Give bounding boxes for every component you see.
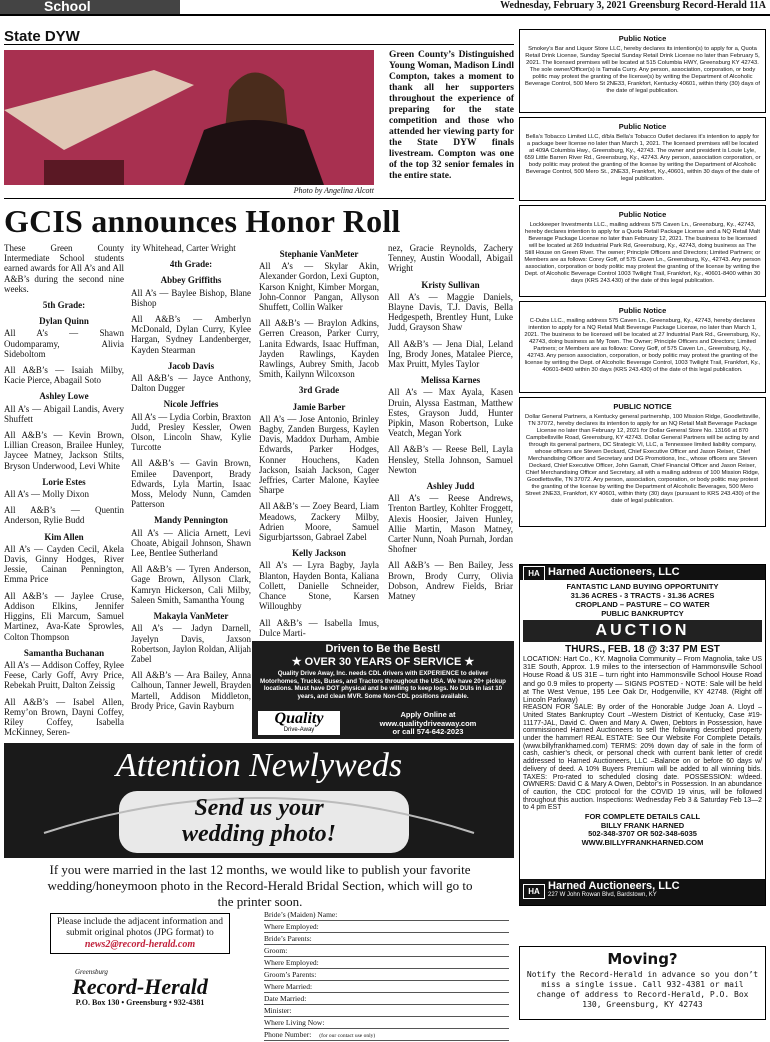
bridal-instructions-box [50, 913, 230, 954]
honor-roll-entry: These Green County Intermediate School students earned awards for All A’s and All A&B’s during the second nine weeks. [4, 243, 124, 294]
form-field[interactable] [264, 994, 509, 1005]
honor-roll-entry: All A&B’s — Isabel Allen, Remy’on Brown, Dayni Coffey, Riley Coffey, Isabella McKinney, Seren- [4, 696, 124, 738]
form-field-label: Where Employed: [264, 922, 319, 931]
public-notices [519, 29, 766, 531]
bridal-form [264, 910, 509, 1042]
honor-roll-entry: All A&B’s — Isaiah Milby, Kacie Pierce, Abagail Soto [4, 365, 124, 386]
harned-logo: HA [523, 566, 545, 581]
honor-roll-entry: All A’s — Cayden Cecil, Akela Davis, Ginny Hodges, River Jessie, Cainan Pennington, Emma Price [4, 543, 124, 585]
form-field[interactable] [264, 970, 509, 981]
auction-details: REASON FOR SALE: By order of the Honorable Judge Joan A. Lloyd – United States Bankruptcy Court –Western District of Kentucky, Case #19-11177-JAL, David C. Owen and Mary A. Owen, Debtors in Possession, have commissioned Harned Auctioneers to sell the following described property under the hammer! REAL ESTATE: See Our Website For Complete Details. (www.billyfrankharned.com) TERMS: 20% down day of sale in the form of cash, cashier’s check, or personal check with current bank letter of credit addressed to Harned Auctioneers, LLC –Balance on or before 60 days w/ delivery of deed. A 10% Buyers Premium will be added to all winning bids. TAXES: Pro-rated to scheduled closing date. POSSESSION: w/deed. OWNERS: David C & Mary A Owen, Debtor’s in Possession. In an abundance of caution, the CDC protocol for the COVID 19 virus, will be followed throughout this auction. Inspections: Wednesday Feb 3 & Saturday Feb 13—2 to 4 pm EST [523, 704, 762, 812]
headline-1: FANTASTIC LAND BUYING OPPORTUNITY [566, 582, 719, 591]
honor-roll-entry: All A’s — Reese Andrews, Trenton Bartley, Kohlter Froggett, Alexis Hoosier, Jaiven Hunley, Allie Martin, Mason Matney, Carter Nunn, Noah Purnah, Jordan Shofner [388, 493, 513, 555]
moving-title: Moving? [607, 950, 678, 968]
form-field[interactable] [264, 958, 509, 969]
honor-roll-heading: Dylan Quinn [39, 316, 89, 327]
ad-website-link[interactable]: www.qualitydriveaway.com [379, 718, 477, 728]
honor-roll-entry: All A’s — Baylee Bishop, Blane Bishop [131, 287, 251, 308]
honor-roll-entry: All A’s — Molly Dixon [4, 489, 90, 500]
harned-name: Harned Auctioneers, LLC [548, 566, 680, 578]
notice-body: Smokey’s Bar and Liquor Store LLC, hereby declares its intention(s) to apply for a, Quota Retail Drink License, Sunday Special Sunday Retail Drink License no later than February 5, 2021. The licensed premises will be located at 515 Columbia HWY, Greensburg KY 42743. The sole owner/Officer(s) is Tamala Curry. Any person, association, corporation, or body politic may protest the granting of the license(s) by writing the Department of Alcoholic Beverage Control, 500 Mero St 2NE33, Frankfort, Kentucky 40601, within thirty (30) days of the date of legal publication. [525, 46, 760, 94]
logo-name: Record-Herald [72, 974, 208, 999]
notice-title: Public Notice [618, 34, 667, 43]
honor-roll-heading: 4th Grade: [169, 259, 213, 270]
honor-roll-entry: All A&B’s — Tyren Anderson, Gage Brown, Allyson Clark, Kamryn Hickerson, Cali Milby, Saleen Smith, Samantha Young [131, 564, 251, 605]
bridal-body: If you were married in the last 12 months, we would like to publish your favorite wedding/honeymoon photo in the Record-Herald Bridal Section, which will go to the printer soon. [47, 862, 473, 909]
honor-roll-heading: Melissa Karnes [420, 375, 481, 386]
public-notice [519, 29, 766, 113]
honor-roll-heading: Samantha Buchanan [23, 647, 105, 658]
honor-roll-entry: All A’s — Max Ayala, Kasen Druin, Alyssa Eastman, Matthew Estes, Grayson Judd, Hunter Pipkin, Mason Robertson, Luke Veatch, Megan York [388, 387, 513, 439]
notice-body: Bella’s Tobacco Limited LLC, d/b/a Bella’s Tobacco Outlet declares it’s intention to apply for a package beer license no later than March 1, 2021. The licensed premises will be located at 409A Columbia Hwy., Greensburg, Ky., 42743. The owner and president is Louie Lyle, 659 Little Barren River Rd., Greensburg, Ky., 42743. Any person, association corporation, or body politic may protest the granting of the license by writing the Department of Alcoholic Beverage Control, 500 Mero St., 2NE33, Frankfort, Ky.,40601, within 30 days of the date of legal publication. [524, 134, 761, 182]
harned-footer-logo: HA [523, 884, 545, 899]
form-field-label: Where Living Now: [264, 1018, 325, 1027]
dateline: Wednesday, February 3, 2021 Greensburg Record-Herald 11A [500, 0, 766, 11]
auction-banner: AUCTION [523, 620, 762, 642]
honor-roll-entry: nez, Gracie Reynolds, Zachery Tenney, Austin Woodall, Abigail Wright [388, 243, 513, 274]
page-header [0, 0, 770, 16]
bridal-banner [4, 743, 514, 858]
honor-roll-heading: 5th Grade: [42, 300, 86, 311]
harned-footer [520, 879, 765, 905]
notice-body: Lockkeeper Investments LLC., mailing address 575 Caven Ln., Greensburg, Ky., 42743, hereby declares intention to apply for a Quota Retail Package License and a NQ Retail Malt Beverage Package License no later than February 12, 2021. The business to be licensed will be located at 269 Industrial Park Rd, Greensburg, Ky., 42743, doing business as The Still House on Green River. The owner; Principle Officers and Directors; Limited Partners; or Members are as follows: Corey Goff, of 575 Caven Ln., Greensburg, Ky., 42743. Any person association, corporation or body politic may protest the granting of the license by writing the Dept. of Alcoholic Beverage Control 1003 Twilight Trail, Frankfort, Ky., 40601-8400 within 30 days (KRS 243.430) of the date of this legal publication. [524, 222, 761, 284]
form-field[interactable] [264, 922, 509, 933]
notice-title: PUBLIC NOTICE [613, 402, 672, 411]
contact-website[interactable]: WWW.BILLYFRANKHARNED.COM [581, 837, 704, 847]
form-field[interactable] [264, 946, 509, 957]
contact-phone: 502-348-3707 OR 502-348-6035 [588, 829, 697, 839]
form-field-label: Minister: [264, 1006, 292, 1015]
auction-contact [520, 813, 765, 847]
logo-subtext: Drive-Away [283, 727, 315, 733]
honor-roll-entry: All A’s — Jose Antonio, Brinley Bagby, Zanden Burgess, Kaylen Davis, Maddox Durham, Ambie Edwards, Parker Hodges, Konner Houchens, Kaden Jackson, Isaiah Jackson, Cager Jeffries, Carter Malone, Kaylee Sharpe [259, 413, 379, 496]
honor-roll-column-4 [388, 243, 513, 607]
headline-2: 31.36 ACRES - 3 TRACTS - 31.36 ACRES [570, 591, 715, 600]
harned-auction-ad [519, 564, 766, 906]
paper-address: P.O. Box 130 • Greensburg • 932-4381 [75, 998, 205, 1007]
email-link[interactable]: news2@record-herald.com [84, 939, 196, 950]
ad-phone: or call 574-642-2023 [392, 727, 464, 736]
honor-roll-entry: All A&B’s — Gavin Brown, Emilee Davenport, Brady Edwards, Lyla Martin, Isaac Moss, Melody Nunn, Camden Patterson [131, 458, 251, 510]
moving-notice [519, 946, 766, 1020]
quality-logo [258, 711, 340, 735]
honor-roll-entry: All A&B’s — Amberlyn McDonald, Dylan Curry, Kylee Hargan, Sydney Landenberger, Kayden Stearman [131, 314, 251, 355]
notice-title: Public Notice [618, 122, 667, 131]
phone-note: (for our contact use only) [319, 1033, 376, 1039]
honor-roll-heading: Kelly Jackson [292, 548, 346, 559]
bridal-subtitle-2: wedding photo! [181, 821, 337, 847]
honor-roll-entry: All A’s — Skylar Akin, Alexander Gordon, Lexi Gupton, Karson Knight, Kimber Morgan, John-Connor Pangan, Allyson Shuffett, Collin Walker [259, 261, 379, 313]
form-field-label: Date Married: [264, 994, 307, 1003]
public-notice [519, 205, 766, 297]
logo-text: Quality [274, 710, 324, 727]
honor-roll-entry: All A&B’s — Ben Bailey, Jess Brown, Brody Curry, Olivia Dobson, Andrew Fields, Briar Matney [388, 560, 513, 602]
public-notice [519, 397, 766, 527]
moving-body: Notify the Record-Herald in advance so you don’t miss a single issue. Call 932-4381 or mail change of address to Record-Herald, P.O. Box 130, Greensburg, KY 42743 [526, 970, 759, 1009]
form-field[interactable] [264, 1006, 509, 1017]
footer-name: Harned Auctioneers, LLC [548, 880, 680, 892]
honor-roll-entry: All A’s — Lydia Corbin, Braxton Judd, Presley Kessler, Owen Olson, Lincoln Shaw, Kylie Turcotte [131, 411, 251, 453]
form-field-label: Where Married: [264, 982, 313, 991]
form-field-label: Phone Number: [264, 1030, 312, 1039]
contact-2: BILLY FRANK HARNED [600, 820, 685, 830]
notice-title: Public Notice [618, 306, 667, 315]
honor-roll-heading: Makayla VanMeter [153, 611, 229, 622]
notice-title: Public Notice [618, 210, 667, 219]
honor-roll-heading: Ashley Judd [426, 481, 475, 492]
honor-roll-entry: ity Whitehead, Carter Wright [131, 243, 236, 253]
ad-headline: Driven to Be the Best! [325, 643, 441, 655]
form-field-label: Where Employed: [264, 958, 319, 967]
notice-body: Dollar General Partners, a Kentucky general partnership, 100 Mission Ridge, Goodlettsville, TN 37072, hereby declares its intention to apply for an NQ Retail Malt Beverage Package License no later than February 12, 2021 for Dollar General Store No. 13166 at 870 Campbellsville Road, Greensburg, KY 42743. Dollar General Partners will be acting by and through its general partners, DC Strategic VI, LLC, a Tennessee limited liability company, whose officers are Steven Deckard, Chief Executive Officer and Jason Reiser, Chief Merchandising Officer and Secretary and DG Promotions, Inc., whose officers are Steven Deckard, Chief Executive Officer, John Garratt, Chief Financial Officer and Jason Reiser, Chief Merchandising Officer and Secretary, all with a mailing address of 100 Mission Ridge, Goodlettsville, TN 37072. Any person, association, corporation, or body politic may protest the granting of the license by writing the Department of Alcoholic Beverages, 500 Mero Street 2NE33, Frankfort, KY 40601, within thirty (30) days (pursuant to KRS 243.430) of the date of legal publication. [525, 414, 760, 504]
form-field-label: Groom: [264, 946, 288, 955]
ad-subheadline: ★ OVER 30 YEARS OF SERVICE ★ [291, 656, 475, 668]
form-field-label: Bride’s Parents: [264, 934, 312, 943]
dyw-photo [4, 50, 374, 185]
honor-roll-entry: All A&B’s — Jena Dial, Leland Ing, Brody Jones, Matalee Pierce, Max Pruitt, Myles Taylor [388, 338, 513, 370]
honor-roll-entry: All A’s — Jadyn Darnell, Jayelyn Davis, Jaxson Robertson, Jaylon Roldan, Alijah Zabel [131, 623, 251, 664]
headline-3: CROPLAND – PASTURE – CO WATER [575, 600, 710, 609]
honor-roll-entry: All A&B’s — Quentin Anderson, Rylie Budd [4, 505, 124, 526]
honor-roll-heading: Kristy Sullivan [421, 279, 480, 290]
honor-roll-headline: GCIS announces Honor Roll [4, 203, 401, 239]
honor-roll-heading: Lorie Estes [42, 476, 86, 487]
photo-illustration [4, 50, 374, 185]
section-label: School [0, 0, 180, 14]
quality-drive-away-ad [252, 641, 514, 739]
divider [4, 44, 514, 45]
honor-roll-entry: All A&B’s — Isabella Imus, Dulce Marti- [259, 617, 379, 638]
honor-roll-heading: Stephanie VanMeter [279, 249, 359, 259]
honor-roll-heading: Kim Allen [44, 531, 84, 542]
form-field[interactable] [264, 910, 509, 921]
footer-address: 227 W John Rowan Blvd, Bardstown, KY [548, 892, 657, 898]
record-herald-logo [45, 968, 235, 1007]
honor-roll-entry: All A&B’s — Reese Bell, Layla Hensley, Stella Johnson, Samuel Newton [388, 444, 513, 475]
photo-caption: Photo by Angelina Alcott [293, 186, 374, 195]
logo-small: Greensburg [75, 968, 108, 976]
form-field[interactable] [264, 1030, 509, 1041]
honor-roll-entry: All A’s — Alicia Arnett, Levi Choate, Abigail Johnson, Shawn Lee, Bentlee Sutherland [131, 527, 251, 559]
public-notice [519, 117, 766, 201]
dyw-story: Green County’s Distinguished Young Woman, Madison Lindl Compton, takes a moment to thank all her supporters throughout the experience of preparing for the state competition and those who attended her viewing party for the State DYW finals livestream. Compton was one of the top 32 senior females in the entire state. [389, 50, 514, 181]
honor-roll-heading: Jacob Davis [167, 360, 215, 371]
bridal-subtitle: Send us your [194, 795, 324, 821]
honor-roll-entry: All A&B’s — Kevin Brown, Lillian Creason, Brailee Hunley, Jaycee Matney, Jackson Stilts, Bryson Underwood, Levi White [4, 430, 124, 471]
form-field[interactable] [264, 934, 509, 945]
honor-roll-entry: All A&B’s — Braylon Adkins, Gerren Creason, Parker Curry, Lanita Edwards, Isaac Huffman, Jayden Rawlings, Kayden Rawlings, Aubrey Smith, Jacob Smith, Kailynn Wilcoxson [259, 318, 379, 380]
honor-roll-entry: All A&B’s — Ara Bailey, Anna Calhoun, Tanner Jewell, Brayden Martell, Addison Middleton, Brody Price, Gavin Rayburn [131, 670, 251, 711]
honor-roll-entry: All A’s — Addison Coffey, Rylee Feese, Carly Goff, Avry Price, Rebekah Pruitt, Dalton Zeissig [4, 659, 124, 691]
honor-roll-entry: All A&B’s — Jayce Anthony, Dalton Dugger [131, 373, 251, 394]
honor-roll-entry: All A’s — Maggie Daniels, Blayne Davis, T.J. Davis, Bella Hedgespeth, Brentley Hunt, Luke Judd, Grayson Shaw [388, 291, 513, 333]
honor-roll-heading: Jamie Barber [292, 401, 346, 412]
harned-header [520, 565, 765, 580]
bridal-title: Attention Newlyweds [115, 747, 403, 784]
honor-roll-column-1 [4, 243, 124, 743]
honor-roll-column-3 [259, 243, 379, 644]
divider [4, 198, 514, 199]
honor-roll-entry: All A’s — Lyra Bagby, Jayla Blanton, Hayden Bonta, Kaliana Collett, Danielle Schneider, Chance Stone, Karsen Willoughby [259, 560, 379, 612]
honor-roll-entry: All A’s — Abigail Landis, Avery Shuffett [4, 403, 124, 424]
honor-roll-entry: All A&B’s — Jaylee Cruse, Addison Elkins, Jennifer Higgins, Eli Marcum, Samuel Martinez, Ava-Kate Sprowles, Colton Thompson [4, 590, 124, 642]
honor-roll-entry: All A’s — Shawn Oudomparamy, Alivia Sideboltom [4, 328, 124, 359]
apply-line: Apply Online at [400, 710, 456, 719]
notice-body: C-Dubs LLC., mailing address 575 Caven Ln., Greensburg, Ky., 42743, hereby declares intention to apply for a NQ Retail Malt Beverage Package License, no later than March 1, 2021. The business to be licensed will be located at 27 Industrial Park Rd., Greensburg, Ky., 42743, doing business as My Town. The Owner; Principle Officers and Directors; Limited Partners; or Members are as follows: Corey Goff, of 575 Caven Ln., Greensburg, Ky., 42743. Any person association, corporation, or body politic may protest the granting of the license by writing the Dept. of Alcoholic Beverage Control, 1003 Twilight Trail, Frankfort, Ky., 40601-8400 within 30 days (KRS 243.430) of the date of this legal publication. [524, 318, 761, 373]
form-field-label: Groom’s Parents: [264, 970, 317, 979]
auction-location: LOCATION: Hart Co., KY. Magnolia Community – From Magnolia, take US 31E South, Approx. 1.9 miles to the intersection of Hammonsville School House Road & US 31E – turn right into Hammonsville School House Road and go 0.9 miles to property — SIGNS POSTED - NOTE: Sale will be held at The West Venue, 195 Lee Oak Dr, Hodgenville, KY 42748. (Right off Lincoln Parkway) [523, 654, 762, 705]
honor-roll-heading: Mandy Pennington [154, 515, 228, 526]
ad-body: Quality Drive Away, Inc. needs CDL drivers with EXPERIENCE to deliver Motorhomes, Trucks, Buses, and Tractors throughout the USA. We have 20+ pickup locations. Must have DOT physical and be willing to keep logs. No DUIs in last 10 years, and clean MVR. Some Non-CDL positions available. [260, 670, 506, 700]
honor-roll-heading: Ashley Lowe [39, 391, 89, 402]
honor-roll-column-2 [131, 243, 251, 717]
honor-roll-heading: Abbey Griffiths [160, 275, 222, 286]
ad-apply [346, 711, 510, 737]
honor-roll-heading: Nicole Jeffries [163, 399, 219, 410]
headline-4: PUBLIC BANKRUPTCY [601, 609, 684, 618]
harned-headlines [520, 582, 765, 618]
form-field-label: Bride’s (Maiden) Name: [264, 910, 338, 919]
kicker: State DYW [4, 28, 80, 45]
public-notice [519, 301, 766, 393]
honor-roll-entry: All A&B’s — Zoey Beard, Liam Meadows, Zackery Milby, Adrien Moore, Samuel Sigurbjartsson, Gabrael Zabel [259, 501, 379, 543]
instructions-text: Please include the adjacent information and submit original photos (JPG format) to [57, 917, 223, 938]
contact-1: FOR COMPLETE DETAILS CALL [584, 812, 701, 822]
form-field[interactable] [264, 982, 509, 993]
honor-roll-heading: 3rd Grade [298, 385, 340, 396]
auction-date: THURS., FEB. 18 @ 3:37 PM EST [565, 644, 720, 655]
